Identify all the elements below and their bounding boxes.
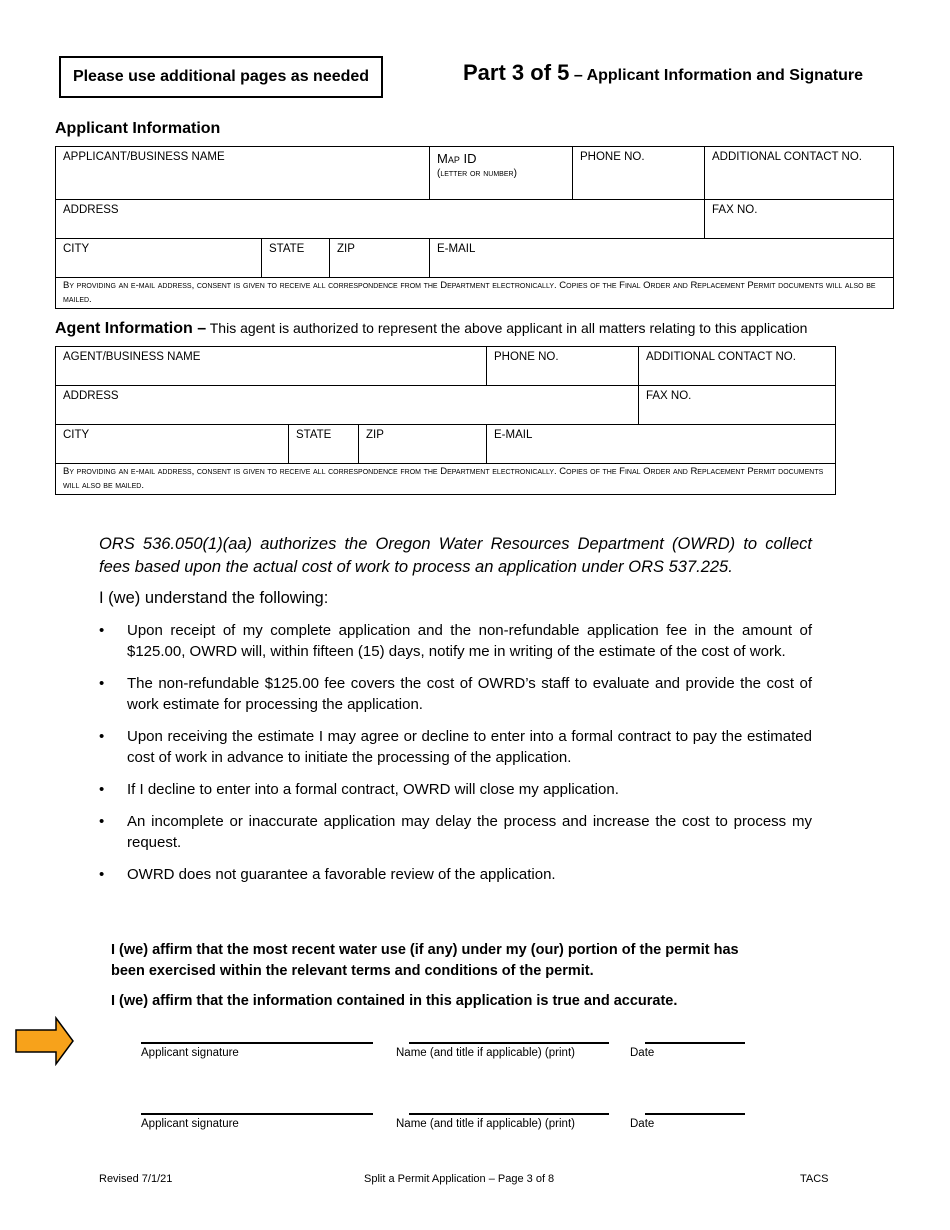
applicant-zip-field[interactable]	[330, 239, 430, 278]
agent-heading-note: This agent is authorized to represent the above applicant in all matters relating to this application	[206, 320, 808, 336]
agent-email-label: E-MAIL	[494, 429, 533, 441]
signature-line[interactable]	[141, 1113, 373, 1115]
signature-line[interactable]	[141, 1042, 373, 1044]
applicant-name-field[interactable]	[56, 147, 430, 200]
list-item-text: The non-refundable $125.00 fee covers the cost of OWRD’s staff to evaluate and provide the cost of work estimate for processing the application.	[127, 675, 812, 713]
agent-name-label: AGENT/BUSINESS NAME	[63, 351, 201, 363]
applicant-table	[55, 146, 894, 309]
signature-label: Applicant signature	[141, 1118, 239, 1130]
footer-revised: Revised 7/1/21	[99, 1173, 173, 1185]
agent-email-field[interactable]	[487, 425, 836, 464]
applicant-state-label: STATE	[269, 243, 305, 255]
ors-statement: ORS 536.050(1)(aa) authorizes the Oregon Water Resources Department (OWRD) to collect fees based upon the actual cost of work to process an application under ORS 537.225.	[99, 535, 812, 576]
list-item-text: OWRD does not guarantee a favorable review of the application.	[127, 866, 556, 883]
list-item-text: If I decline to enter into a formal contract, OWRD will close my application.	[127, 781, 619, 798]
bullet-icon: •	[99, 675, 105, 692]
agent-table	[55, 346, 836, 495]
applicant-fax-label: FAX NO.	[712, 204, 758, 216]
agent-heading	[55, 320, 807, 338]
list-item-text: Upon receiving the estimate I may agree or decline to enter into a formal contract to pay the estimated cost of work in advance to initiate the processing of the application.	[127, 728, 812, 766]
print-name-line[interactable]	[409, 1042, 609, 1044]
applicant-address-label: ADDRESS	[63, 204, 119, 216]
bullet-icon: •	[99, 866, 105, 883]
list-item-text: An incomplete or inaccurate application may delay the process and increase the cost to process my request.	[127, 813, 812, 851]
agent-zip-label: ZIP	[366, 429, 384, 441]
date-label: Date	[630, 1047, 655, 1059]
print-name-label: Name (and title if applicable) (print)	[396, 1118, 575, 1130]
agent-state-field[interactable]	[289, 425, 359, 464]
agent-address-field[interactable]	[56, 386, 639, 425]
agent-addl-contact-label: ADDITIONAL CONTACT NO.	[646, 351, 796, 363]
agent-city-label: CITY	[63, 429, 90, 441]
date-line[interactable]	[645, 1113, 745, 1115]
date-label: Date	[630, 1118, 655, 1130]
list-item	[99, 673, 812, 715]
agent-phone-field[interactable]	[487, 347, 639, 386]
agent-name-field[interactable]	[56, 347, 487, 386]
bullet-icon: •	[99, 813, 105, 830]
mapid-label: Map ID	[437, 151, 477, 166]
water-use-affirmation: I (we) affirm that the most recent water use (if any) under my (our) portion of the permit has been exercised within the relevant terms and conditions of the permit.	[111, 942, 739, 979]
agent-email-consent: By providing an e-mail address, consent is given to receive all correspondence from the Department electronically. Copies of the Final Order and Replacement Permit documents will also be mailed.	[56, 464, 836, 495]
print-name-label: Name (and title if applicable) (print)	[396, 1047, 575, 1059]
conditions-list	[99, 620, 812, 896]
applicant-addl-contact-field[interactable]	[705, 147, 894, 200]
list-item	[99, 620, 812, 662]
applicant-name-label: APPLICANT/BUSINESS NAME	[63, 151, 225, 163]
sign-here-arrow-icon	[14, 1016, 76, 1066]
applicant-heading: Applicant Information	[55, 120, 221, 137]
applicant-mapid-field[interactable]	[430, 147, 573, 200]
agent-fax-label: FAX NO.	[646, 390, 692, 402]
date-line[interactable]	[645, 1042, 745, 1044]
applicant-email-label: E-MAIL	[437, 243, 476, 255]
agent-state-label: STATE	[296, 429, 332, 441]
bullet-icon: •	[99, 781, 105, 798]
bullet-icon: •	[99, 622, 105, 639]
agent-addl-contact-field[interactable]	[639, 347, 836, 386]
applicant-phone-label: PHONE NO.	[580, 151, 645, 163]
print-name-line[interactable]	[409, 1113, 609, 1115]
footer-code: TACS	[800, 1173, 829, 1185]
agent-address-label: ADDRESS	[63, 390, 119, 402]
applicant-phone-field[interactable]	[573, 147, 705, 200]
list-item	[99, 779, 812, 800]
agent-city-field[interactable]	[56, 425, 289, 464]
understand-heading: I (we) understand the following:	[99, 589, 329, 607]
list-item-text: Upon receipt of my complete application and the non-refundable application fee in the amount of $125.00, OWRD will, within fifteen (15) days, notify me in writing of the estimate of the cost of work.	[127, 622, 812, 660]
footer-page: Split a Permit Application – Page 3 of 8	[364, 1173, 555, 1185]
agent-fax-field[interactable]	[639, 386, 836, 425]
applicant-email-field[interactable]	[430, 239, 894, 278]
arrow-shape	[16, 1018, 73, 1064]
applicant-state-field[interactable]	[262, 239, 330, 278]
applicant-fax-field[interactable]	[705, 200, 894, 239]
list-item	[99, 811, 812, 853]
applicant-zip-label: ZIP	[337, 243, 355, 255]
agent-heading-title: Agent Information –	[55, 320, 207, 337]
applicant-city-field[interactable]	[56, 239, 262, 278]
applicant-addl-contact-label: ADDITIONAL CONTACT NO.	[712, 151, 862, 163]
applicant-city-label: CITY	[63, 243, 90, 255]
list-item	[99, 864, 812, 885]
list-item	[99, 726, 812, 768]
applicant-address-field[interactable]	[56, 200, 705, 239]
bullet-icon: •	[99, 728, 105, 745]
agent-zip-field[interactable]	[359, 425, 487, 464]
applicant-email-consent: By providing an e-mail address, consent is given to receive all correspondence from the Department electronically. Copies of the Final Order and Replacement Permit documents will also be mailed.	[56, 278, 894, 309]
signature-label: Applicant signature	[141, 1047, 239, 1059]
additional-pages-notice: Please use additional pages as needed	[59, 56, 383, 98]
part-title	[463, 60, 863, 86]
part-subtitle: – Applicant Information and Signature	[569, 67, 864, 84]
part-label: Part 3 of 5	[463, 60, 570, 85]
mapid-sublabel: (letter or number)	[437, 168, 517, 179]
agent-phone-label: PHONE NO.	[494, 351, 559, 363]
true-accurate-affirmation: I (we) affirm that the information contained in this application is true and accurate.	[111, 993, 678, 1009]
